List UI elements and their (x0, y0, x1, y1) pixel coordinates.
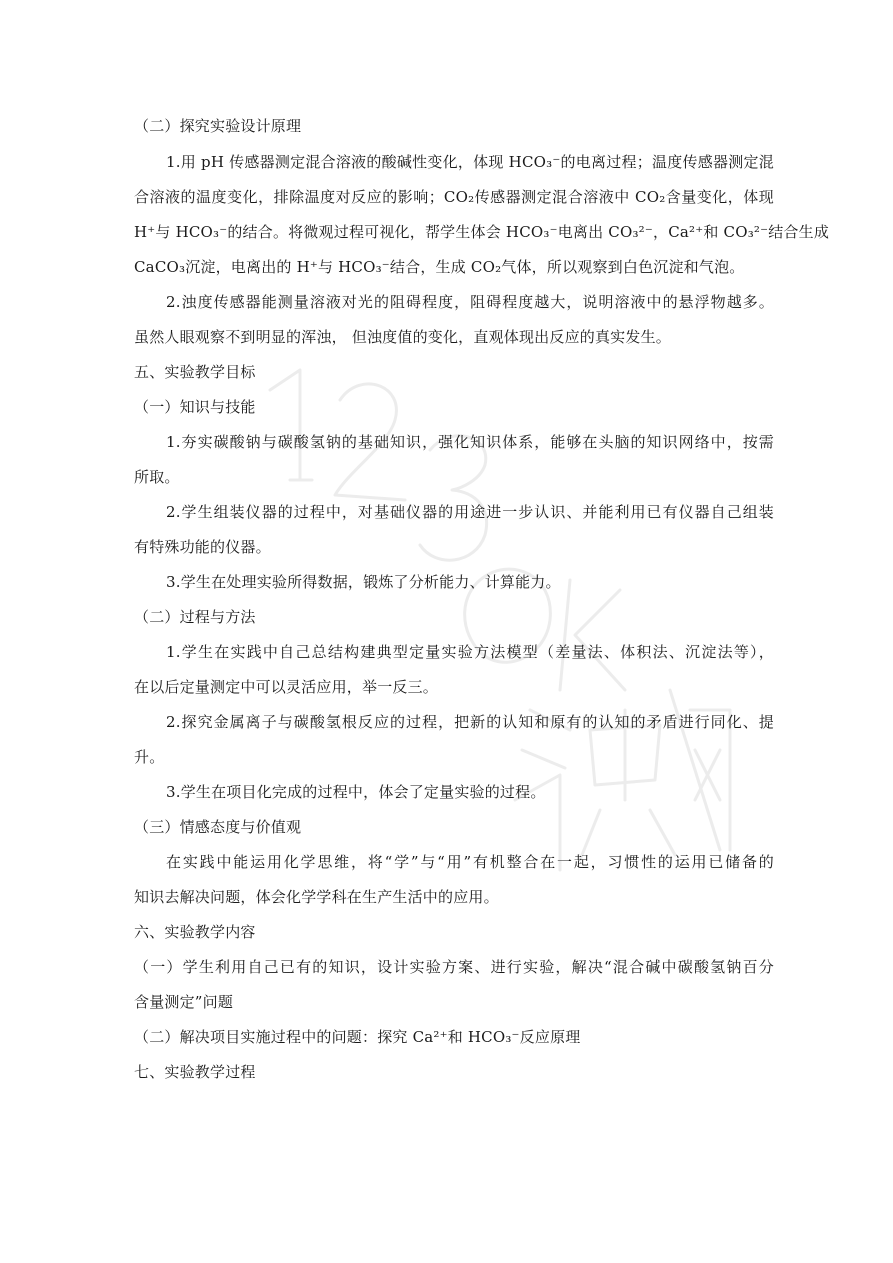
section-heading: 五、实验教学目标 (134, 363, 256, 381)
paragraph-line: 含量测定”问题 (134, 993, 234, 1011)
paragraph-line: 升。 (134, 748, 165, 766)
paragraph-line: 合溶液的温度变化，排除温度对反应的影响；CO₂传感器测定混合溶液中 CO₂含量变化，体现 (134, 188, 774, 206)
paragraph-line: 有特殊功能的仪器。 (134, 538, 271, 556)
section-heading: 六、实验教学内容 (134, 923, 256, 941)
paragraph-line: 2.学生组装仪器的过程中，对基础仪器的用途进一步认识、并能利用已有仪器自己组装 (166, 503, 774, 521)
paragraph-line: 在实践中能运用化学思维，将“学”与“用”有机整合在一起，习惯性的运用已储备的 (166, 853, 774, 871)
paragraph-line: 所取。 (134, 468, 180, 486)
subsection-heading: （三）情感态度与价值观 (134, 818, 302, 836)
paragraph-line: 1.用 pH 传感器测定混合溶液的酸碱性变化，体现 HCO₃⁻的电离过程；温度传感器测定混 (166, 153, 774, 171)
subsection-heading: （一）学生利用自己已有的知识，设计实验方案、进行实验，解决“混合碱中碳酸氢钠百分 (134, 958, 774, 976)
paragraph-line: 3.学生在项目化完成的过程中，体会了定量实验的过程。 (166, 783, 546, 801)
paragraph-line: 3.学生在处理实验所得数据，锻炼了分析能力、计算能力。 (166, 573, 561, 591)
section-heading: （二）探究实验设计原理 (134, 117, 302, 135)
paragraph-line: 知识去解决问题，体会化学学科在生产生活中的应用。 (134, 888, 499, 906)
subsection-heading: （二）过程与方法 (134, 608, 256, 626)
paragraph-line: 2.浊度传感器能测量溶液对光的阻碍程度，阻碍程度越大，说明溶液中的悬浮物越多。 (166, 293, 774, 311)
paragraph-line: H⁺与 HCO₃⁻的结合。将微观过程可视化，帮学生体会 HCO₃⁻电离出 CO₃²⁻，Ca²⁺和 CO₃²⁻结合生成 (134, 223, 830, 241)
paragraph-line: 在以后定量测定中可以灵活应用，举一反三。 (134, 678, 439, 696)
paragraph-line: 虽然人眼观察不到明显的浑浊， 但浊度值的变化，直观体现出反应的真实发生。 (134, 328, 671, 346)
paragraph-line: 1.夯实碳酸钠与碳酸氢钠的基础知识，强化知识体系，能够在头脑的知识网络中，按需 (166, 433, 774, 451)
paragraph-line: 1.学生在实践中自己总结构建典型定量实验方法模型（差量法、体积法、沉淀法等）， (166, 643, 774, 661)
section-heading: 七、实验教学过程 (134, 1063, 256, 1081)
subsection-heading: （一）知识与技能 (134, 398, 256, 416)
paragraph-line: 2.探究金属离子与碳酸氢根反应的过程，把新的认知和原有的认知的矛盾进行同化、提 (166, 713, 774, 731)
paragraph-line: CaCO₃沉淀，电离出的 H⁺与 HCO₃⁻结合，生成 CO₂气体，所以观察到白色沉淀和气泡。 (134, 258, 745, 276)
subsection-heading: （二）解决项目实施过程中的问题：探究 Ca²⁺和 HCO₃⁻反应原理 (134, 1028, 581, 1046)
